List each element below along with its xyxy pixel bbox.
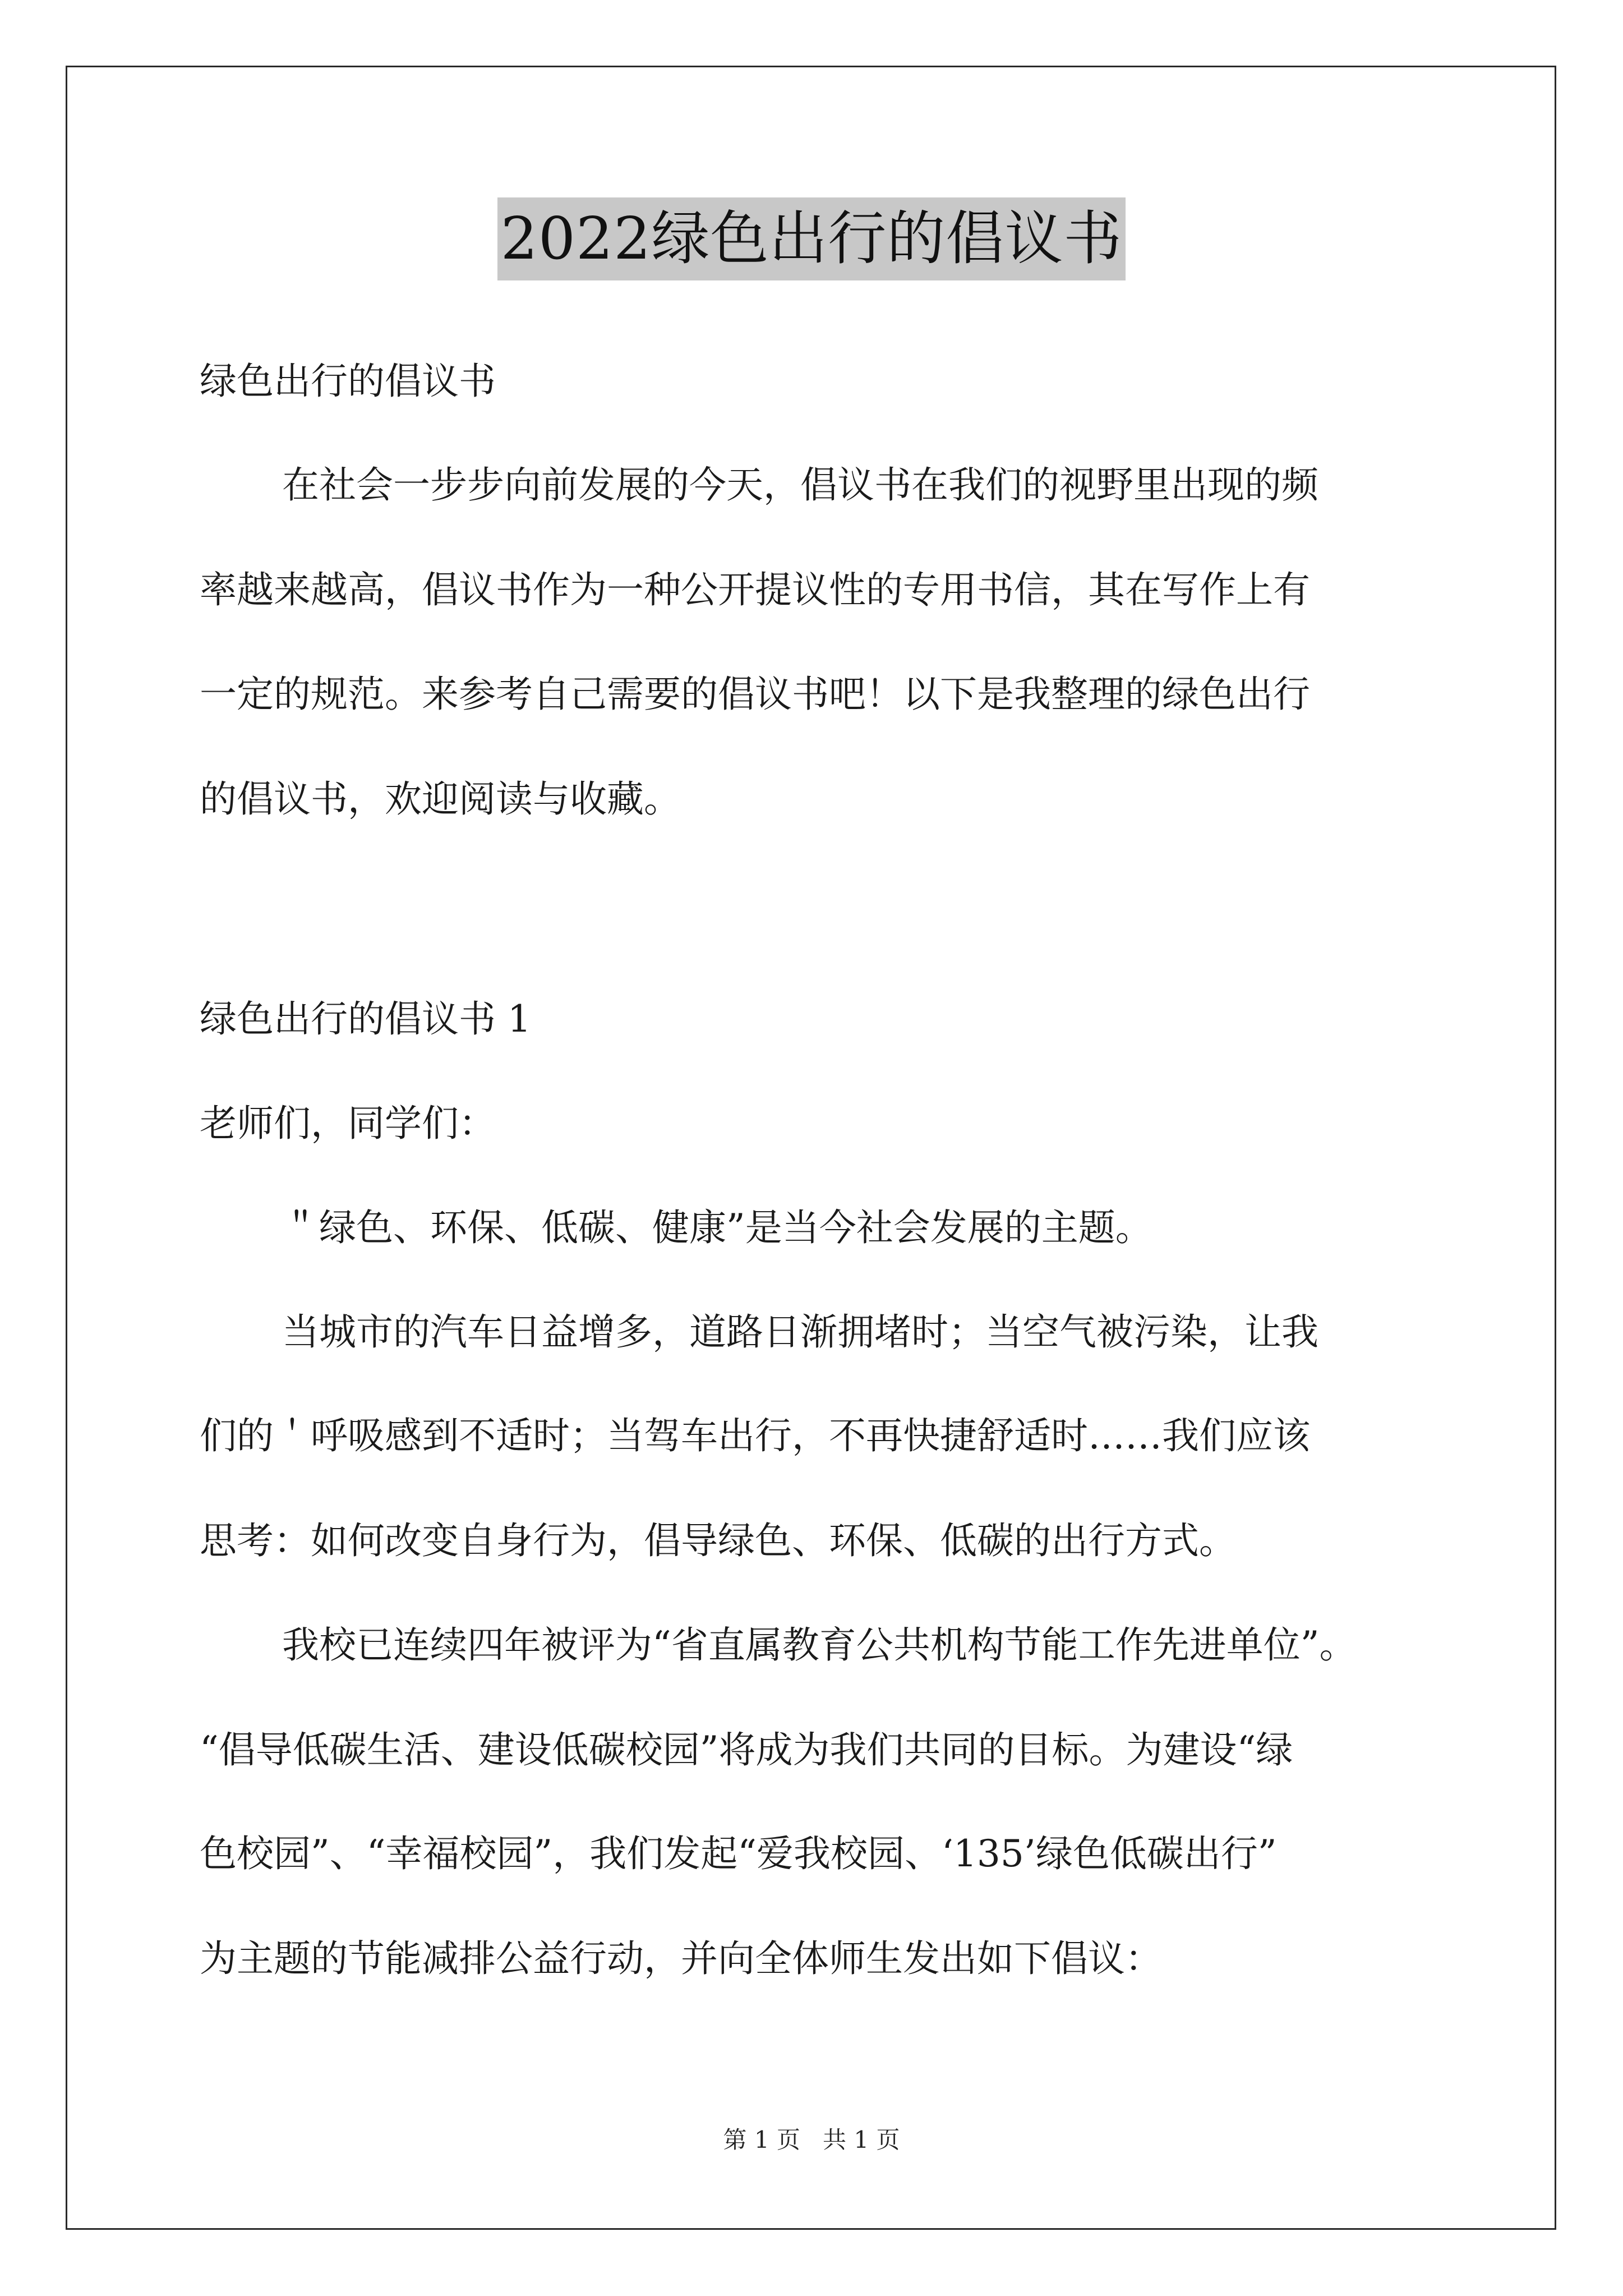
paragraph-line: 我校已连续四年被评为“省直属教育公共机构节能工作先进单位”。 (282, 1623, 1357, 1667)
paragraph-line: 色校园”、“幸福校园”，我们发起“爱我校园、‘135’绿色低碳出行” (200, 1832, 1277, 1875)
paragraph-line: “倡导低碳生活、建设低碳校园”将成为我们共同的目标。为建设“绿 (200, 1728, 1293, 1772)
document-title: 2022绿色出行的倡议书 (497, 197, 1126, 280)
paragraph-line: 在社会一步步向前发展的今天，倡议书在我们的视野里出现的频 (282, 463, 1318, 507)
title-container (0, 197, 1623, 280)
page-total: 共 1 页 (823, 2126, 900, 2154)
page-number: 第 1 页 (723, 2126, 800, 2154)
paragraph-line: 率越来越高，倡议书作为一种公开提议性的专用书信，其在写作上有 (200, 568, 1310, 611)
subtitle-line: 绿色出行的倡议书 (200, 360, 496, 403)
paragraph-line: 的倡议书，欢迎阅读与收藏。 (200, 777, 681, 821)
page-footer (0, 2126, 1623, 2154)
paragraph-line: 思考：如何改变自身行为，倡导绿色、环保、低碳的出行方式。 (200, 1519, 1236, 1562)
section-heading: 绿色出行的倡议书 1 (200, 997, 531, 1041)
salutation-line: 老师们，同学们： (200, 1102, 496, 1145)
paragraph-line: 们的＇呼吸感到不适时；当驾车出行，不再快捷舒适时……我们应该 (200, 1414, 1310, 1457)
paragraph-line: 为主题的节能减排公益行动，并向全体师生发出如下倡议： (200, 1937, 1162, 1980)
paragraph-line: ＂绿色、环保、低碳、健康”是当今社会发展的主题。 (282, 1206, 1152, 1249)
paragraph-line: 当城市的汽车日益增多，道路日渐拥堵时；当空气被污染，让我 (282, 1310, 1318, 1354)
paragraph-line: 一定的规范。来参考自己需要的倡议书吧！以下是我整理的绿色出行 (200, 673, 1310, 716)
